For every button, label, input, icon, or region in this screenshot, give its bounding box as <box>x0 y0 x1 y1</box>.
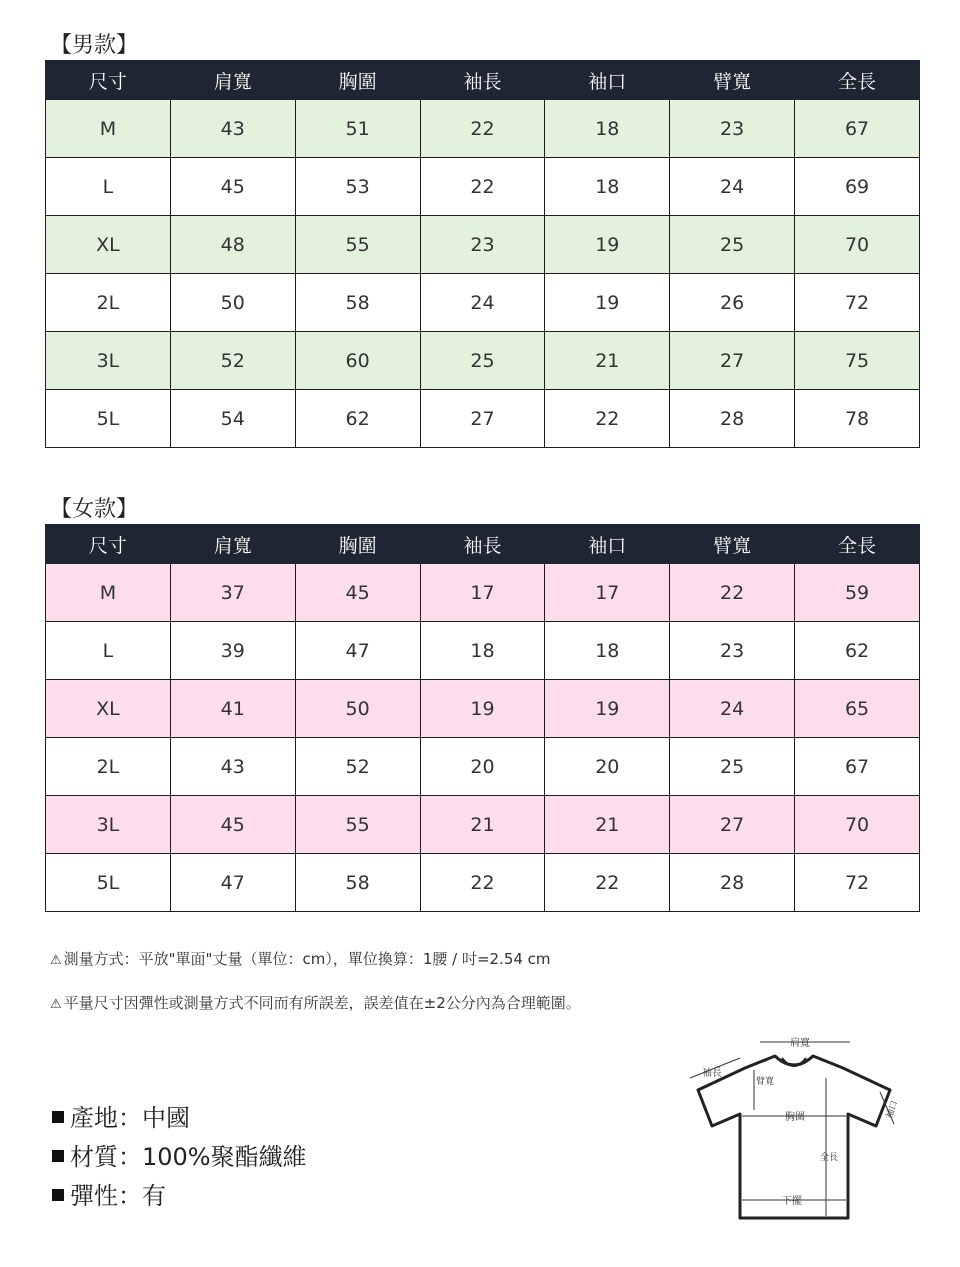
men-header-cell: 尺寸 <box>46 61 171 100</box>
men-table-cell: 43 <box>170 100 295 158</box>
women-table-cell: 24 <box>670 680 795 738</box>
men-table-cell: 25 <box>670 216 795 274</box>
men-table-cell: 23 <box>420 216 545 274</box>
table-row <box>46 680 920 738</box>
women-table-cell: 47 <box>295 622 420 680</box>
men-table-cell: 53 <box>295 158 420 216</box>
women-table-cell: 3L <box>46 796 171 854</box>
square-bullet-icon <box>52 1150 64 1162</box>
women-section-title: 【女款】 <box>50 497 139 522</box>
women-table-cell: 43 <box>170 738 295 796</box>
women-table-cell: 45 <box>170 796 295 854</box>
women-table-cell: 59 <box>795 564 920 622</box>
men-header-cell: 全長 <box>795 61 920 100</box>
women-table-cell: 18 <box>545 622 670 680</box>
tolerance-note: ⚠ 平量尺寸因彈性或測量方式不同而有所誤差，誤差值在±2公分內為合理範圍。 <box>50 994 581 1012</box>
table-row <box>46 390 920 448</box>
men-table-cell: 27 <box>670 332 795 390</box>
men-table-cell: 19 <box>545 216 670 274</box>
women-table-cell: 47 <box>170 854 295 912</box>
men-table-cell: 5L <box>46 390 171 448</box>
men-table-cell: 23 <box>670 100 795 158</box>
women-table-cell: XL <box>46 680 171 738</box>
women-table-cell: 21 <box>545 796 670 854</box>
men-table-cell: 26 <box>670 274 795 332</box>
length-label: 全長 <box>820 1153 839 1163</box>
women-table-cell: 62 <box>795 622 920 680</box>
arm-label: 臂寬 <box>756 1077 775 1087</box>
men-header-cell: 胸圍 <box>295 61 420 100</box>
women-table-cell: 70 <box>795 796 920 854</box>
men-table-cell: 54 <box>170 390 295 448</box>
men-table-cell: 58 <box>295 274 420 332</box>
women-table-cell: 17 <box>420 564 545 622</box>
women-table-cell: 52 <box>295 738 420 796</box>
women-table-cell: 5L <box>46 854 171 912</box>
women-header-cell: 袖長 <box>420 525 545 564</box>
table-row <box>46 216 920 274</box>
women-table-cell: 50 <box>295 680 420 738</box>
square-bullet-icon <box>52 1189 64 1201</box>
women-table-cell: 27 <box>670 796 795 854</box>
women-table-cell: 18 <box>420 622 545 680</box>
women-table-cell: 20 <box>420 738 545 796</box>
men-table-cell: 24 <box>420 274 545 332</box>
men-table-cell: L <box>46 158 171 216</box>
tshirt-outline-icon <box>698 1056 890 1218</box>
cuff-label: 袖口 <box>884 1099 901 1120</box>
warning-triangle-icon: ⚠ <box>50 997 62 1012</box>
women-table-cell: 19 <box>420 680 545 738</box>
men-table-cell: 78 <box>795 390 920 448</box>
men-table-cell: 60 <box>295 332 420 390</box>
women-table-cell: 28 <box>670 854 795 912</box>
men-table-cell: 22 <box>420 158 545 216</box>
men-table-cell: 24 <box>670 158 795 216</box>
men-table-cell: 67 <box>795 100 920 158</box>
women-table-cell: 65 <box>795 680 920 738</box>
men-table-cell: 45 <box>170 158 295 216</box>
men-size-table <box>45 60 920 448</box>
men-table-cell: 48 <box>170 216 295 274</box>
table-row <box>46 796 920 854</box>
men-table-cell: 2L <box>46 274 171 332</box>
measurement-note: ⚠ 測量方式：平放"單面"丈量（單位：cm），單位換算：1腰 / 吋=2.54 cm <box>50 950 551 968</box>
women-table-cell: L <box>46 622 171 680</box>
women-table-cell: 39 <box>170 622 295 680</box>
men-table-cell: 72 <box>795 274 920 332</box>
men-table-cell: 22 <box>545 390 670 448</box>
tshirt-measurement-diagram <box>690 1028 920 1224</box>
table-row <box>46 564 920 622</box>
table-row <box>46 738 920 796</box>
men-table-cell: 70 <box>795 216 920 274</box>
women-table-cell: 22 <box>545 854 670 912</box>
material-info: 材質：100%聚酯纖維 <box>52 1137 307 1172</box>
men-table-cell: 22 <box>420 100 545 158</box>
women-table-cell: 72 <box>795 854 920 912</box>
men-table-cell: 19 <box>545 274 670 332</box>
table-row <box>46 274 920 332</box>
warning-triangle-icon: ⚠ <box>50 953 62 968</box>
men-table-cell: XL <box>46 216 171 274</box>
men-table-cell: 69 <box>795 158 920 216</box>
men-table-cell: M <box>46 100 171 158</box>
women-header-cell: 全長 <box>795 525 920 564</box>
table-row <box>46 158 920 216</box>
men-section-title: 【男款】 <box>50 33 139 58</box>
women-table-cell: 37 <box>170 564 295 622</box>
men-table-cell: 62 <box>295 390 420 448</box>
men-table-cell: 52 <box>170 332 295 390</box>
women-table-cell: 67 <box>795 738 920 796</box>
women-table-cell: 2L <box>46 738 171 796</box>
table-row <box>46 332 920 390</box>
square-bullet-icon <box>52 1111 64 1123</box>
men-header-cell: 臂寬 <box>670 61 795 100</box>
table-row <box>46 622 920 680</box>
men-table-cell: 55 <box>295 216 420 274</box>
women-header-cell: 臂寬 <box>670 525 795 564</box>
women-table-cell: 20 <box>545 738 670 796</box>
origin-info: 產地：中國 <box>52 1098 190 1133</box>
women-table-cell: 22 <box>420 854 545 912</box>
women-table-cell: M <box>46 564 171 622</box>
men-table-cell: 21 <box>545 332 670 390</box>
women-table-cell: 22 <box>670 564 795 622</box>
women-table-cell: 23 <box>670 622 795 680</box>
women-table-cell: 25 <box>670 738 795 796</box>
women-table-cell: 45 <box>295 564 420 622</box>
women-table-cell: 21 <box>420 796 545 854</box>
women-table-cell: 41 <box>170 680 295 738</box>
men-header-cell: 肩寬 <box>170 61 295 100</box>
women-table-cell: 58 <box>295 854 420 912</box>
women-table-cell: 19 <box>545 680 670 738</box>
chest-label: 胸圍 <box>785 1112 805 1123</box>
men-table-cell: 51 <box>295 100 420 158</box>
men-table-cell: 18 <box>545 100 670 158</box>
table-row <box>46 854 920 912</box>
men-header-cell: 袖口 <box>545 61 670 100</box>
men-header-cell: 袖長 <box>420 61 545 100</box>
men-table-cell: 50 <box>170 274 295 332</box>
table-row <box>46 100 920 158</box>
women-header-cell: 肩寬 <box>170 525 295 564</box>
women-table-cell: 17 <box>545 564 670 622</box>
men-table-cell: 25 <box>420 332 545 390</box>
women-size-table <box>45 524 920 912</box>
shoulder-label: 肩寬 <box>790 1038 810 1049</box>
women-header-cell: 胸圍 <box>295 525 420 564</box>
men-table-cell: 75 <box>795 332 920 390</box>
sleeve-label: 袖長 <box>702 1068 722 1079</box>
women-header-cell: 尺寸 <box>46 525 171 564</box>
men-table-cell: 3L <box>46 332 171 390</box>
men-table-cell: 27 <box>420 390 545 448</box>
elastic-info: 彈性：有 <box>52 1176 166 1211</box>
men-table-cell: 28 <box>670 390 795 448</box>
women-table-cell: 55 <box>295 796 420 854</box>
hem-label: 下擺 <box>782 1196 802 1207</box>
women-header-cell: 袖口 <box>545 525 670 564</box>
men-table-cell: 18 <box>545 158 670 216</box>
